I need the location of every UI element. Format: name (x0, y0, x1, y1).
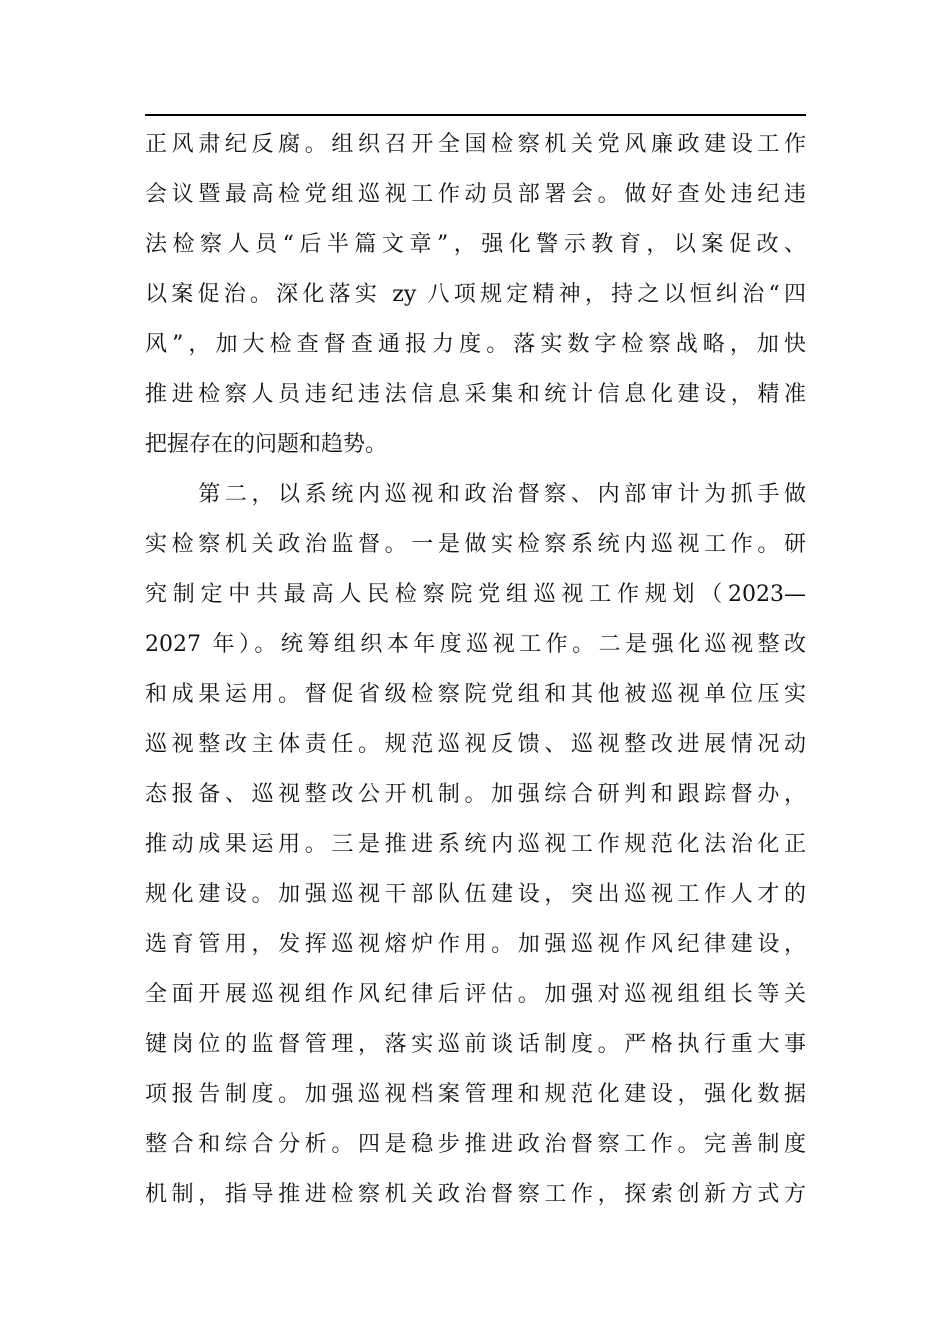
text-line: 巡视整改主体责任。规范巡视反馈、巡视整改进展情况动 (145, 732, 806, 757)
text-line: 会议暨最高检党组巡视工作动员部署会。做好查处违纪违 (145, 182, 806, 207)
header-rule (145, 114, 806, 116)
text-line: 规化建设。加强巡视干部队伍建设，突出巡视工作人才的 (145, 882, 806, 907)
text-line: 推进检察人员违纪违法信息采集和统计信息化建设，精准 (145, 382, 806, 407)
text-line: 2027 年）。统筹组织本年度巡视工作。二是强化巡视整改 (145, 632, 806, 657)
text-line: 整合和综合分析。四是稳步推进政治督察工作。完善制度 (145, 1132, 806, 1157)
paragraph-1 (145, 120, 806, 470)
text-line: 法检察人员“后半篇文章”，强化警示教育，以案促改、 (145, 232, 806, 257)
paragraph-2 (145, 470, 806, 1220)
text-line: 以案促治。深化落实 zy 八项规定精神，持之以恒纠治“四 (145, 282, 806, 307)
text-line: 正风肃纪反腐。组织召开全国检察机关党风廉政建设工作 (145, 132, 806, 157)
text-line: 键岗位的监督管理，落实巡前谈话制度。严格执行重大事 (145, 1032, 806, 1057)
text-line: 项报告制度。加强巡视档案管理和规范化建设，强化数据 (145, 1082, 806, 1107)
text-line: 推动成果运用。三是推进系统内巡视工作规范化法治化正 (145, 832, 806, 857)
text-line: 实检察机关政治监督。一是做实检察系统内巡视工作。研 (145, 532, 806, 557)
text-line: 把握存在的问题和趋势。 (145, 432, 388, 457)
text-line: 第二，以系统内巡视和政治督察、内部审计为抓手做 (145, 482, 806, 507)
text-line: 究制定中共最高人民检察院党组巡视工作规划（2023— (145, 582, 806, 607)
text-line: 和成果运用。督促省级检察院党组和其他被巡视单位压实 (145, 682, 806, 707)
text-line: 机制，指导推进检察机关政治督察工作，探索创新方式方 (145, 1182, 806, 1207)
text-line: 风”，加大检查督查通报力度。落实数字检察战略，加快 (145, 332, 806, 357)
document-body (145, 120, 806, 1220)
text-line: 态报备、巡视整改公开机制。加强综合研判和跟踪督办， (145, 782, 806, 807)
text-line: 全面开展巡视组作风纪律后评估。加强对巡视组组长等关 (145, 982, 806, 1007)
text-line: 选育管用，发挥巡视熔炉作用。加强巡视作风纪律建设， (145, 932, 806, 957)
